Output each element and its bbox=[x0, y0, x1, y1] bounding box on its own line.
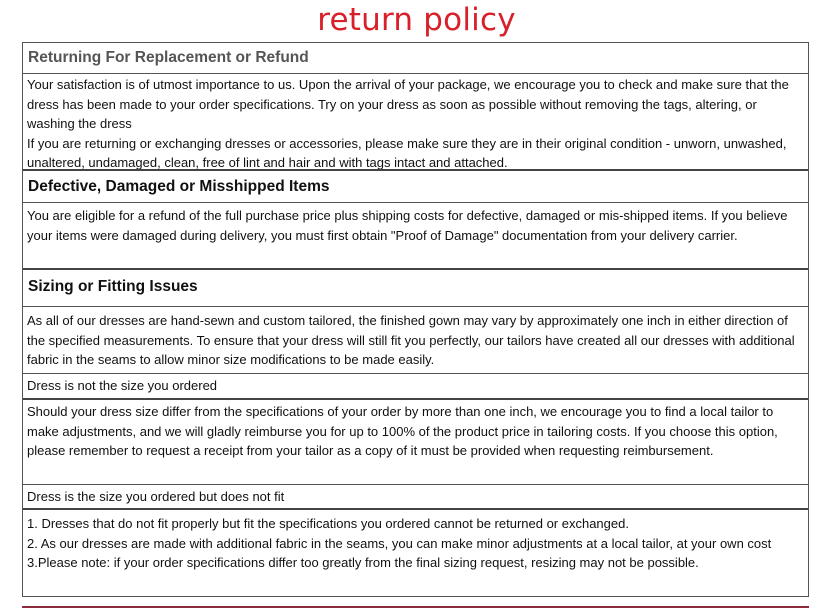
not-size-paragraph: Should your dress size differ from the specifications of your order by more than one inch, we encourage you to find a local tailor to make adjustments, and we will gladly reimburse you for up to 100% of the product price in tailoring costs. If you choose this option, please remember to request a receipt from your tailor as a copy of it must be provided when requesting reimbursement. bbox=[27, 404, 778, 458]
section-body-defective bbox=[23, 203, 808, 270]
body-not-size bbox=[23, 400, 808, 485]
section-body-sizing bbox=[23, 307, 808, 374]
subheading-not-size bbox=[23, 374, 808, 400]
returning-paragraph-2: If you are returning or exchanging dresses or accessories, please make sure they are in their original condition - unworn, unwashed, unaltered, undamaged, clean, free of lint and hair and with tags intact and attached. bbox=[27, 135, 787, 170]
section-heading-sizing-text: Sizing or Fitting Issues bbox=[28, 278, 198, 295]
section-heading-returning-text: Returning For Replacement or Refund bbox=[28, 49, 309, 66]
section-heading-sizing bbox=[23, 270, 808, 307]
subheading-not-fit bbox=[23, 485, 808, 510]
section-heading-returning bbox=[23, 43, 808, 74]
not-fit-item-2: 2. As our dresses are made with additional fabric in the seams, you can make minor adjustments at a local tailor, at your own cost bbox=[27, 535, 772, 551]
defective-paragraph-1: You are eligible for a refund of the full purchase price plus shipping costs for defective, damaged or mis-shipped items. If you believe your items were damaged during delivery, you must first obtain "Proof of Damage" documentation from your delivery carrier. bbox=[27, 208, 788, 243]
section-heading-defective bbox=[23, 171, 808, 203]
section-heading-defective-text: Defective, Damaged or Misshipped Items bbox=[28, 177, 330, 195]
page-title: return policy bbox=[317, 2, 516, 38]
not-fit-item-3: 3.Please note: if your order specifications differ too greatly from the final sizing request, resizing may not be possible. bbox=[27, 555, 699, 570]
section-body-returning bbox=[23, 74, 808, 171]
policy-table bbox=[22, 42, 809, 597]
sizing-paragraph-1: As all of our dresses are hand-sewn and custom tailored, the finished gown may vary by approximately one inch in either direction of the specified measurements. To ensure that your dress will still fit you perfectly, our tailors have created all our dresses with additional fabric in the seams to allow minor size modifications to be made easily. bbox=[27, 313, 795, 367]
bottom-divider bbox=[22, 606, 809, 608]
body-not-fit bbox=[23, 510, 808, 596]
returning-paragraph-1: Your satisfaction is of utmost importance to us. Upon the arrival of your package, we encourage you to check and make sure that the dress has been made to your order specifications. Try on your dress as soon as possible without removing the tags, altering, or washing the dress bbox=[27, 77, 789, 131]
subheading-not-fit-text: Dress is the size you ordered but does not fit bbox=[27, 488, 285, 504]
subheading-not-size-text: Dress is not the size you ordered bbox=[27, 378, 218, 394]
not-fit-item-1: 1. Dresses that do not fit properly but fit the specifications you ordered cannot be returned or exchanged. bbox=[27, 516, 629, 531]
